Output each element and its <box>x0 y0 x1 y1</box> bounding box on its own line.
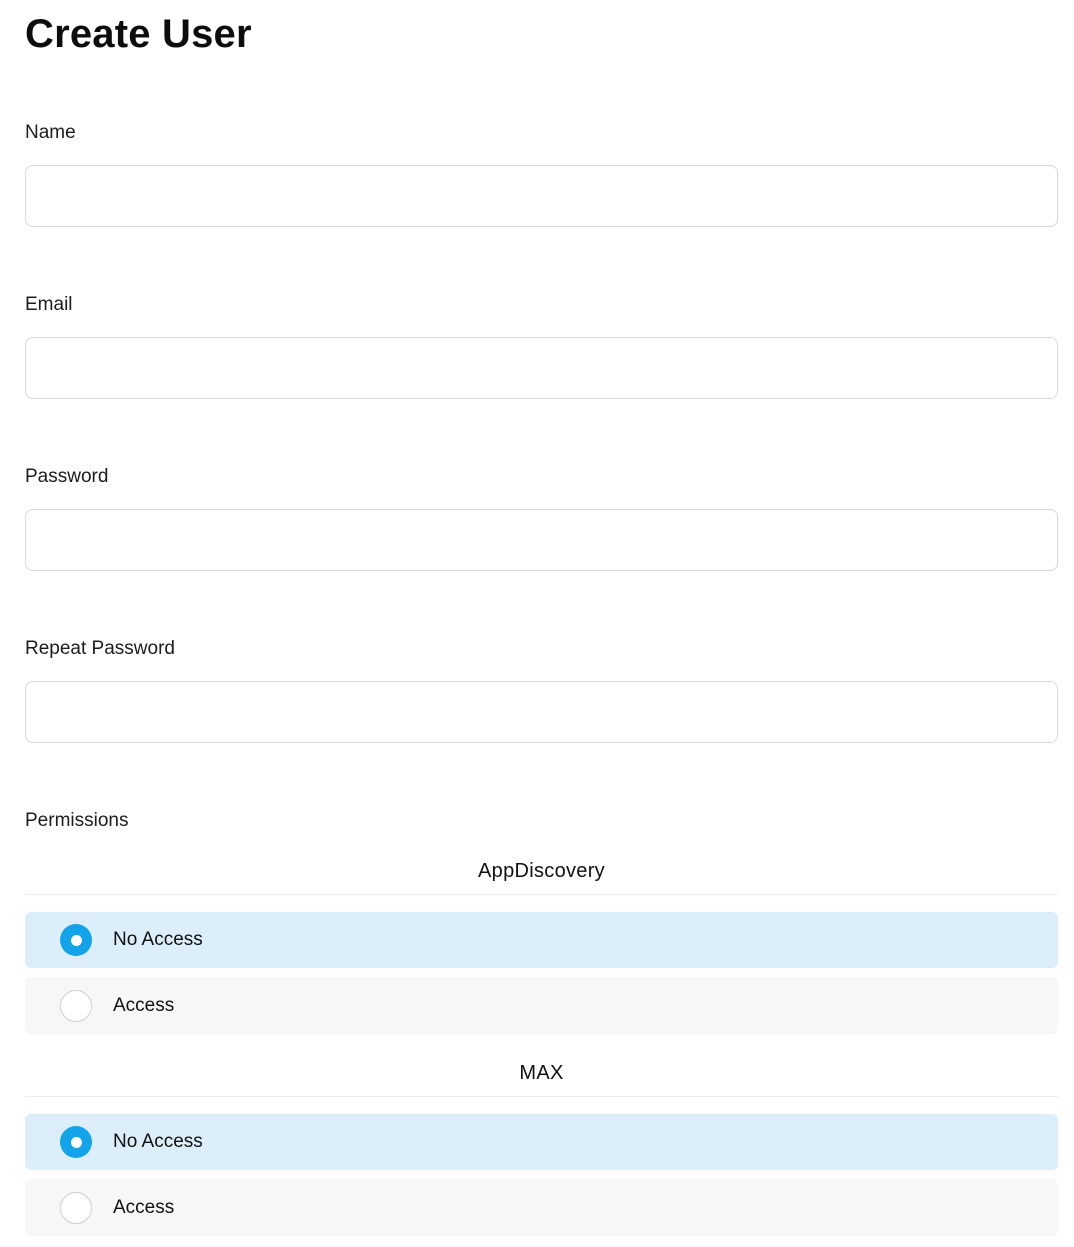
name-input[interactable] <box>25 165 1058 227</box>
email-field-group <box>25 294 1058 399</box>
password-input[interactable] <box>25 509 1058 571</box>
option-label: Access <box>113 994 175 1016</box>
page-title: Create User <box>25 12 252 56</box>
password-label: Password <box>25 466 109 487</box>
permission-group-max <box>25 1062 1058 1236</box>
email-label: Email <box>25 294 73 315</box>
option-label: Access <box>113 1196 175 1218</box>
max-no-access-option[interactable] <box>25 1114 1058 1170</box>
radio-selected-icon[interactable] <box>60 924 92 956</box>
repeat-password-label: Repeat Password <box>25 638 175 659</box>
create-user-form <box>25 0 1058 1236</box>
option-label: No Access <box>113 929 203 950</box>
option-label: No Access <box>113 1131 203 1152</box>
permissions-label: Permissions <box>25 810 129 831</box>
repeat-password-field-group <box>25 638 1058 743</box>
appdiscovery-access-option[interactable] <box>25 977 1058 1034</box>
radio-inner-dot <box>71 1137 82 1148</box>
radio-selected-icon[interactable] <box>60 1126 92 1158</box>
radio-unselected-icon[interactable] <box>60 1192 92 1224</box>
name-label: Name <box>25 122 76 143</box>
appdiscovery-no-access-option[interactable] <box>25 912 1058 968</box>
radio-inner-dot <box>71 935 82 946</box>
repeat-password-input[interactable] <box>25 681 1058 743</box>
permission-group-appdiscovery <box>25 860 1058 1034</box>
name-field-group <box>25 122 1058 227</box>
permission-group-title: MAX <box>25 1062 1058 1097</box>
max-access-option[interactable] <box>25 1179 1058 1236</box>
permission-group-title: AppDiscovery <box>25 860 1058 895</box>
password-field-group <box>25 466 1058 571</box>
email-input[interactable] <box>25 337 1058 399</box>
radio-unselected-icon[interactable] <box>60 990 92 1022</box>
